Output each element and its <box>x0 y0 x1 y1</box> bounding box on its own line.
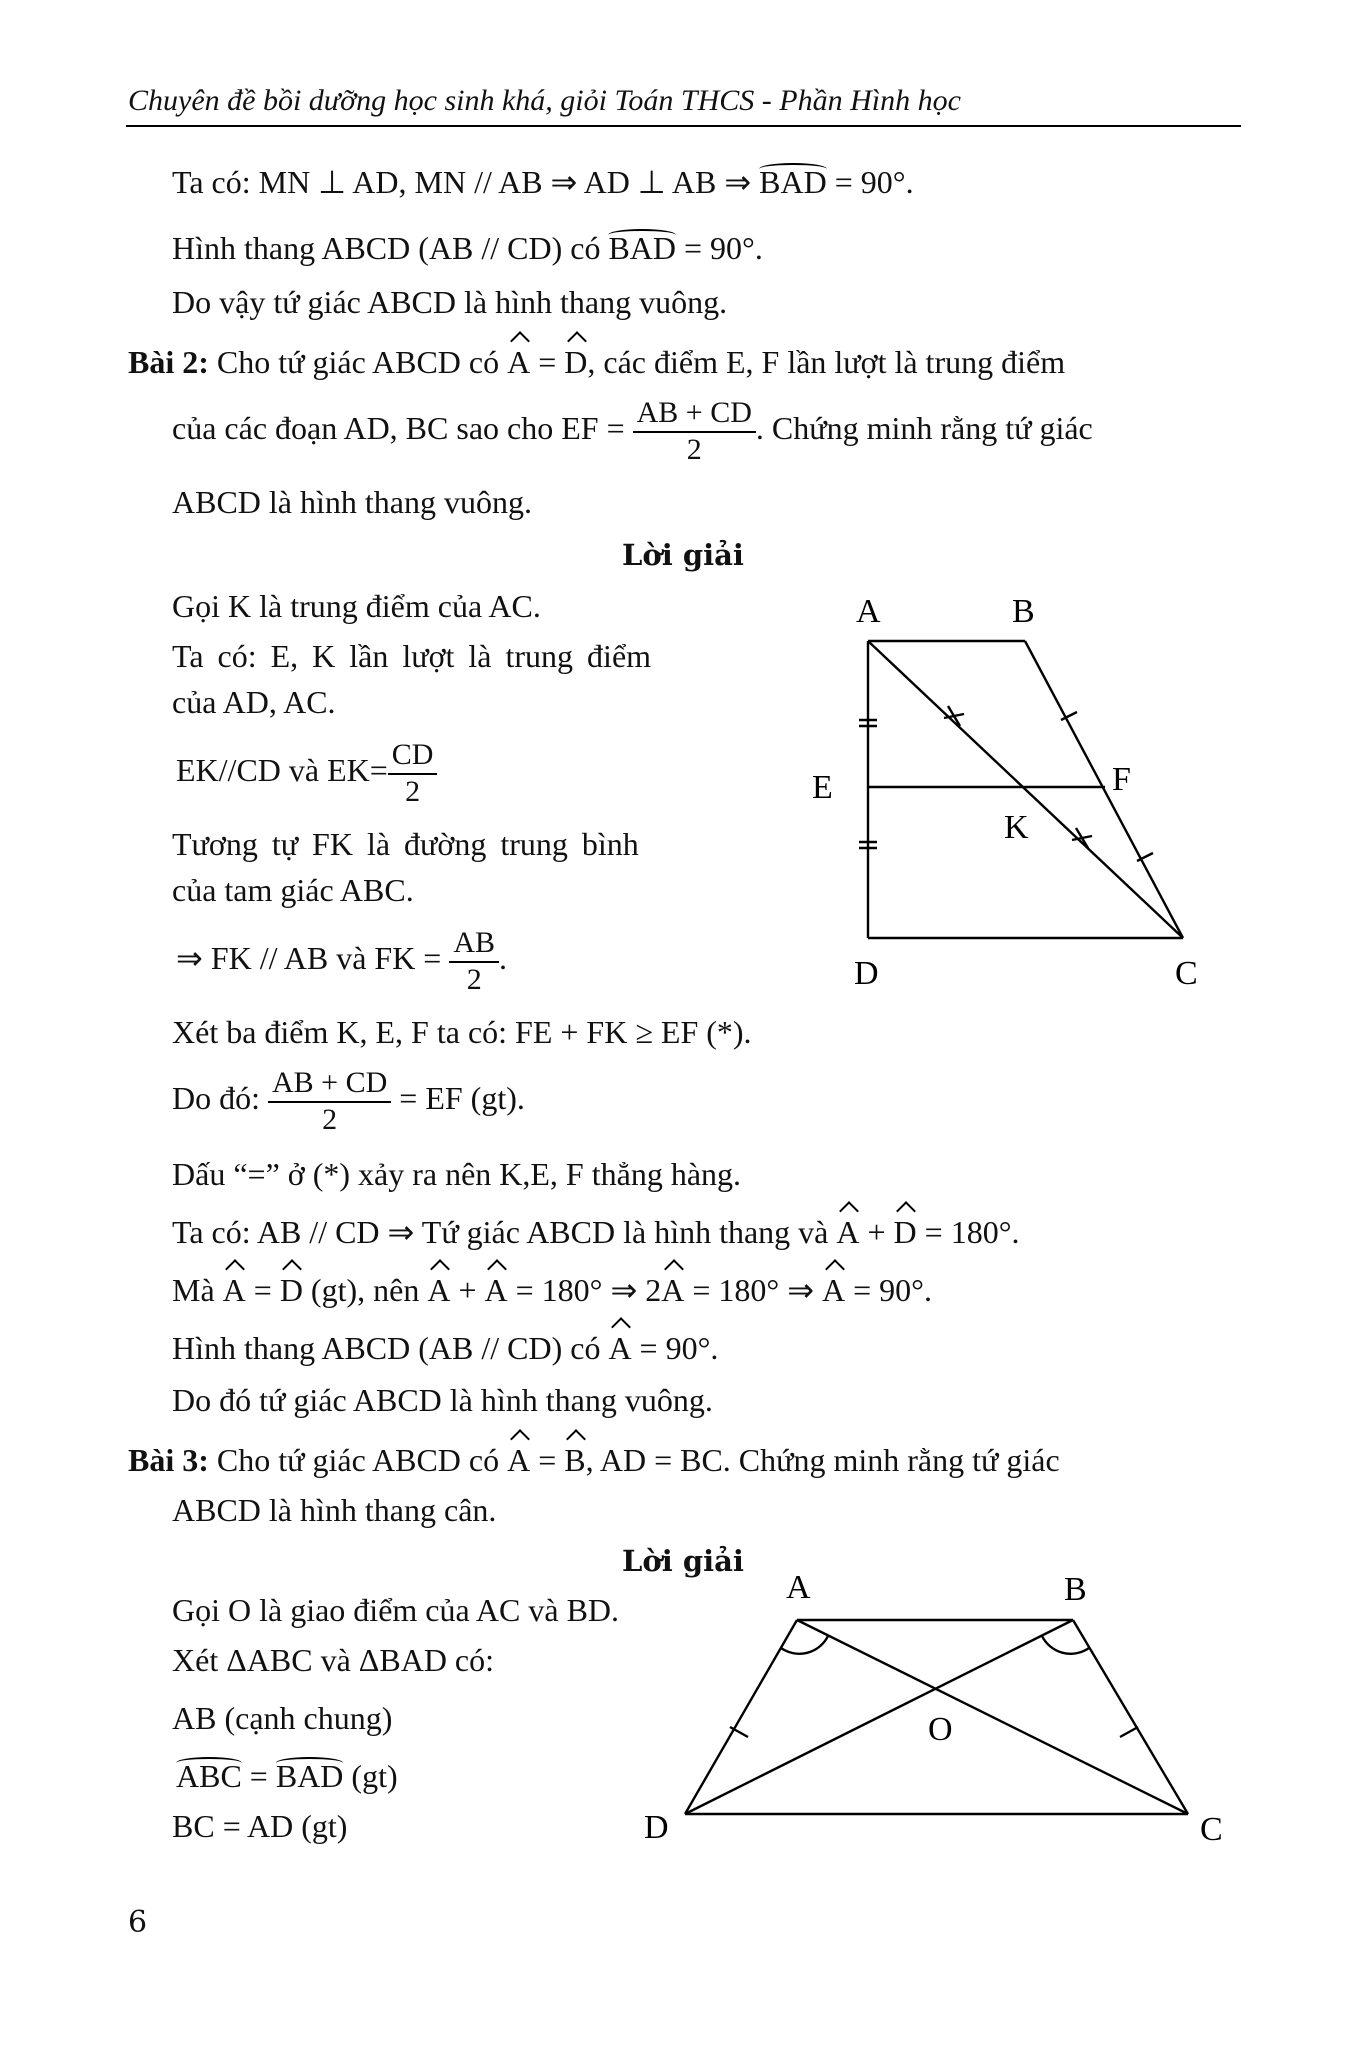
text: + <box>458 1272 477 1308</box>
figure-isosceles-trapezoid <box>640 1560 1260 1860</box>
text-line <box>176 926 507 997</box>
text-line <box>172 1066 525 1137</box>
text-line: Do vậy tứ giác ABCD là hình thang vuông. <box>172 284 728 320</box>
text: . <box>499 939 508 976</box>
numerator: AB + CD <box>268 1066 391 1103</box>
angle-abc: ABC <box>176 1758 242 1794</box>
text-line: Tương tự FK là đường trung bình <box>172 826 639 862</box>
text-line: Xét ΔABC và ΔBAD có: <box>172 1642 495 1678</box>
problem-3-statement <box>128 1444 1060 1476</box>
fraction <box>449 926 499 997</box>
angle-a: A <box>822 1272 846 1308</box>
label-f: F <box>1112 761 1131 798</box>
angle-a: A <box>507 1442 531 1478</box>
text-line: Gọi O là giao điểm của AC và BD. <box>172 1592 620 1628</box>
text: = <box>253 1272 272 1308</box>
text-line: Xét ba điểm K, E, F ta có: FE + FK ≥ EF (*). <box>172 1014 752 1050</box>
label-d: D <box>854 955 879 992</box>
fraction <box>268 1066 391 1137</box>
text-line <box>172 396 1093 467</box>
text-line <box>176 1760 398 1792</box>
numerator: AB <box>449 926 499 963</box>
text: = 90°. <box>853 1272 932 1308</box>
text: Cho tứ giác ABCD có <box>216 344 500 380</box>
text-line: Dấu “=” ở (*) xảy ra nên K,E, F thẳng hàng. <box>172 1156 742 1192</box>
angle-bad: BAD <box>608 230 676 266</box>
solution-title: Lời giải <box>622 1544 744 1578</box>
angle-a: A <box>222 1272 246 1308</box>
text-line: Do đó tứ giác ABCD là hình thang vuông. <box>172 1382 713 1418</box>
text: = 180° ⇒ <box>692 1272 815 1308</box>
text-line: Ta có: E, K lần lượt là trung điểm <box>172 638 652 674</box>
text: Ta có: MN ⊥ AD, MN // AB ⇒ AD ⊥ AB ⇒ <box>172 164 752 200</box>
angle-bad: BAD <box>275 1758 344 1794</box>
denominator: 2 <box>466 962 482 996</box>
angle-a: A <box>427 1272 451 1308</box>
text-line: BC = AD (gt) <box>172 1808 348 1844</box>
label-d: D <box>644 1809 669 1846</box>
text: = 90°. <box>639 1330 719 1366</box>
text: Cho tứ giác ABCD có <box>216 1442 500 1478</box>
text: = <box>538 344 557 380</box>
text-line <box>172 1274 932 1306</box>
text-line <box>172 1216 1019 1248</box>
angle-bad: BAD <box>759 164 827 200</box>
text-line: của AD, AC. <box>172 684 336 720</box>
segment-bd <box>685 1620 1073 1814</box>
text: Ta có: AB // CD ⇒ Tứ giác ABCD là hình thang và <box>172 1214 829 1250</box>
angle-b: B <box>564 1442 586 1478</box>
label-b: B <box>1012 593 1035 630</box>
problem-label: Bài 3: <box>128 1442 209 1478</box>
problem-2-statement <box>128 346 1065 378</box>
text: = EF (gt). <box>399 1079 525 1116</box>
fraction <box>633 396 756 467</box>
angle-d: D <box>564 344 588 380</box>
label-o: O <box>928 1711 953 1748</box>
numerator: AB + CD <box>633 396 756 433</box>
label-a: A <box>786 1569 811 1606</box>
text: , AD = BC. Chứng minh rằng tứ giác <box>585 1442 1060 1478</box>
label-b: B <box>1064 1571 1087 1608</box>
text-line: ABCD là hình thang cân. <box>172 1492 497 1528</box>
angle-arc-b <box>1042 1636 1089 1654</box>
text: EK//CD và EK= <box>176 751 388 788</box>
segment-bc <box>1025 641 1183 938</box>
text-line: AB (cạnh chung) <box>172 1700 393 1736</box>
text: (gt), nên <box>310 1272 420 1308</box>
label-k: K <box>1004 809 1029 846</box>
angle-a: A <box>608 1330 632 1366</box>
angle-arc-a <box>781 1636 828 1654</box>
label-c: C <box>1175 955 1198 992</box>
text: = <box>249 1758 268 1794</box>
text: = 180°. <box>924 1214 1020 1250</box>
header-rule <box>126 125 1241 127</box>
label-e: E <box>812 769 833 806</box>
text: . Chứng minh rằng tứ giác <box>755 409 1093 446</box>
text: = 90°. <box>834 164 914 200</box>
text-line <box>172 232 763 264</box>
page-number: 6 <box>128 1905 148 1940</box>
segment-ac <box>868 641 1183 938</box>
text: ⇒ FK // AB và FK = <box>176 939 442 976</box>
angle-a: A <box>836 1214 860 1250</box>
angle-d: D <box>279 1272 303 1308</box>
text-line: Gọi K là trung điểm của AC. <box>172 588 541 624</box>
denominator: 2 <box>405 774 421 808</box>
angle-d: D <box>893 1214 917 1250</box>
angle-a: A <box>507 344 531 380</box>
text-line <box>176 738 437 809</box>
text-line <box>172 166 914 198</box>
text: Mà <box>172 1272 215 1308</box>
text-line: ABCD là hình thang vuông. <box>172 484 532 520</box>
problem-label: Bài 2: <box>128 344 209 380</box>
text: = 90°. <box>684 230 763 266</box>
text: của các đoạn AD, BC sao cho EF = <box>172 409 625 446</box>
text: , các điểm E, F lần lượt là trung điểm <box>587 344 1066 380</box>
page-header: Chuyên đề bồi dưỡng học sinh khá, giỏi Toán THCS - Phần Hình học <box>128 84 961 117</box>
text: (gt) <box>351 1758 398 1794</box>
text: + <box>867 1214 886 1250</box>
text: = <box>538 1442 557 1478</box>
text: Hình thang ABCD (AB // CD) có <box>172 230 601 266</box>
numerator: CD <box>388 738 438 775</box>
angle-a: A <box>484 1272 508 1308</box>
text: Hình thang ABCD (AB // CD) có <box>172 1330 601 1366</box>
figure-right-trapezoid <box>780 580 1260 1000</box>
text: Do đó: <box>172 1079 260 1116</box>
denominator: 2 <box>322 1102 338 1136</box>
angle-a: A <box>661 1272 685 1308</box>
fraction <box>388 738 438 809</box>
solution-title: Lời giải <box>622 538 744 572</box>
text-line: của tam giác ABC. <box>172 872 414 908</box>
denominator: 2 <box>686 432 702 466</box>
text-line <box>172 1332 718 1364</box>
label-c: C <box>1200 1811 1223 1848</box>
text: = 180° ⇒ 2 <box>515 1272 662 1308</box>
label-a: A <box>856 593 881 630</box>
